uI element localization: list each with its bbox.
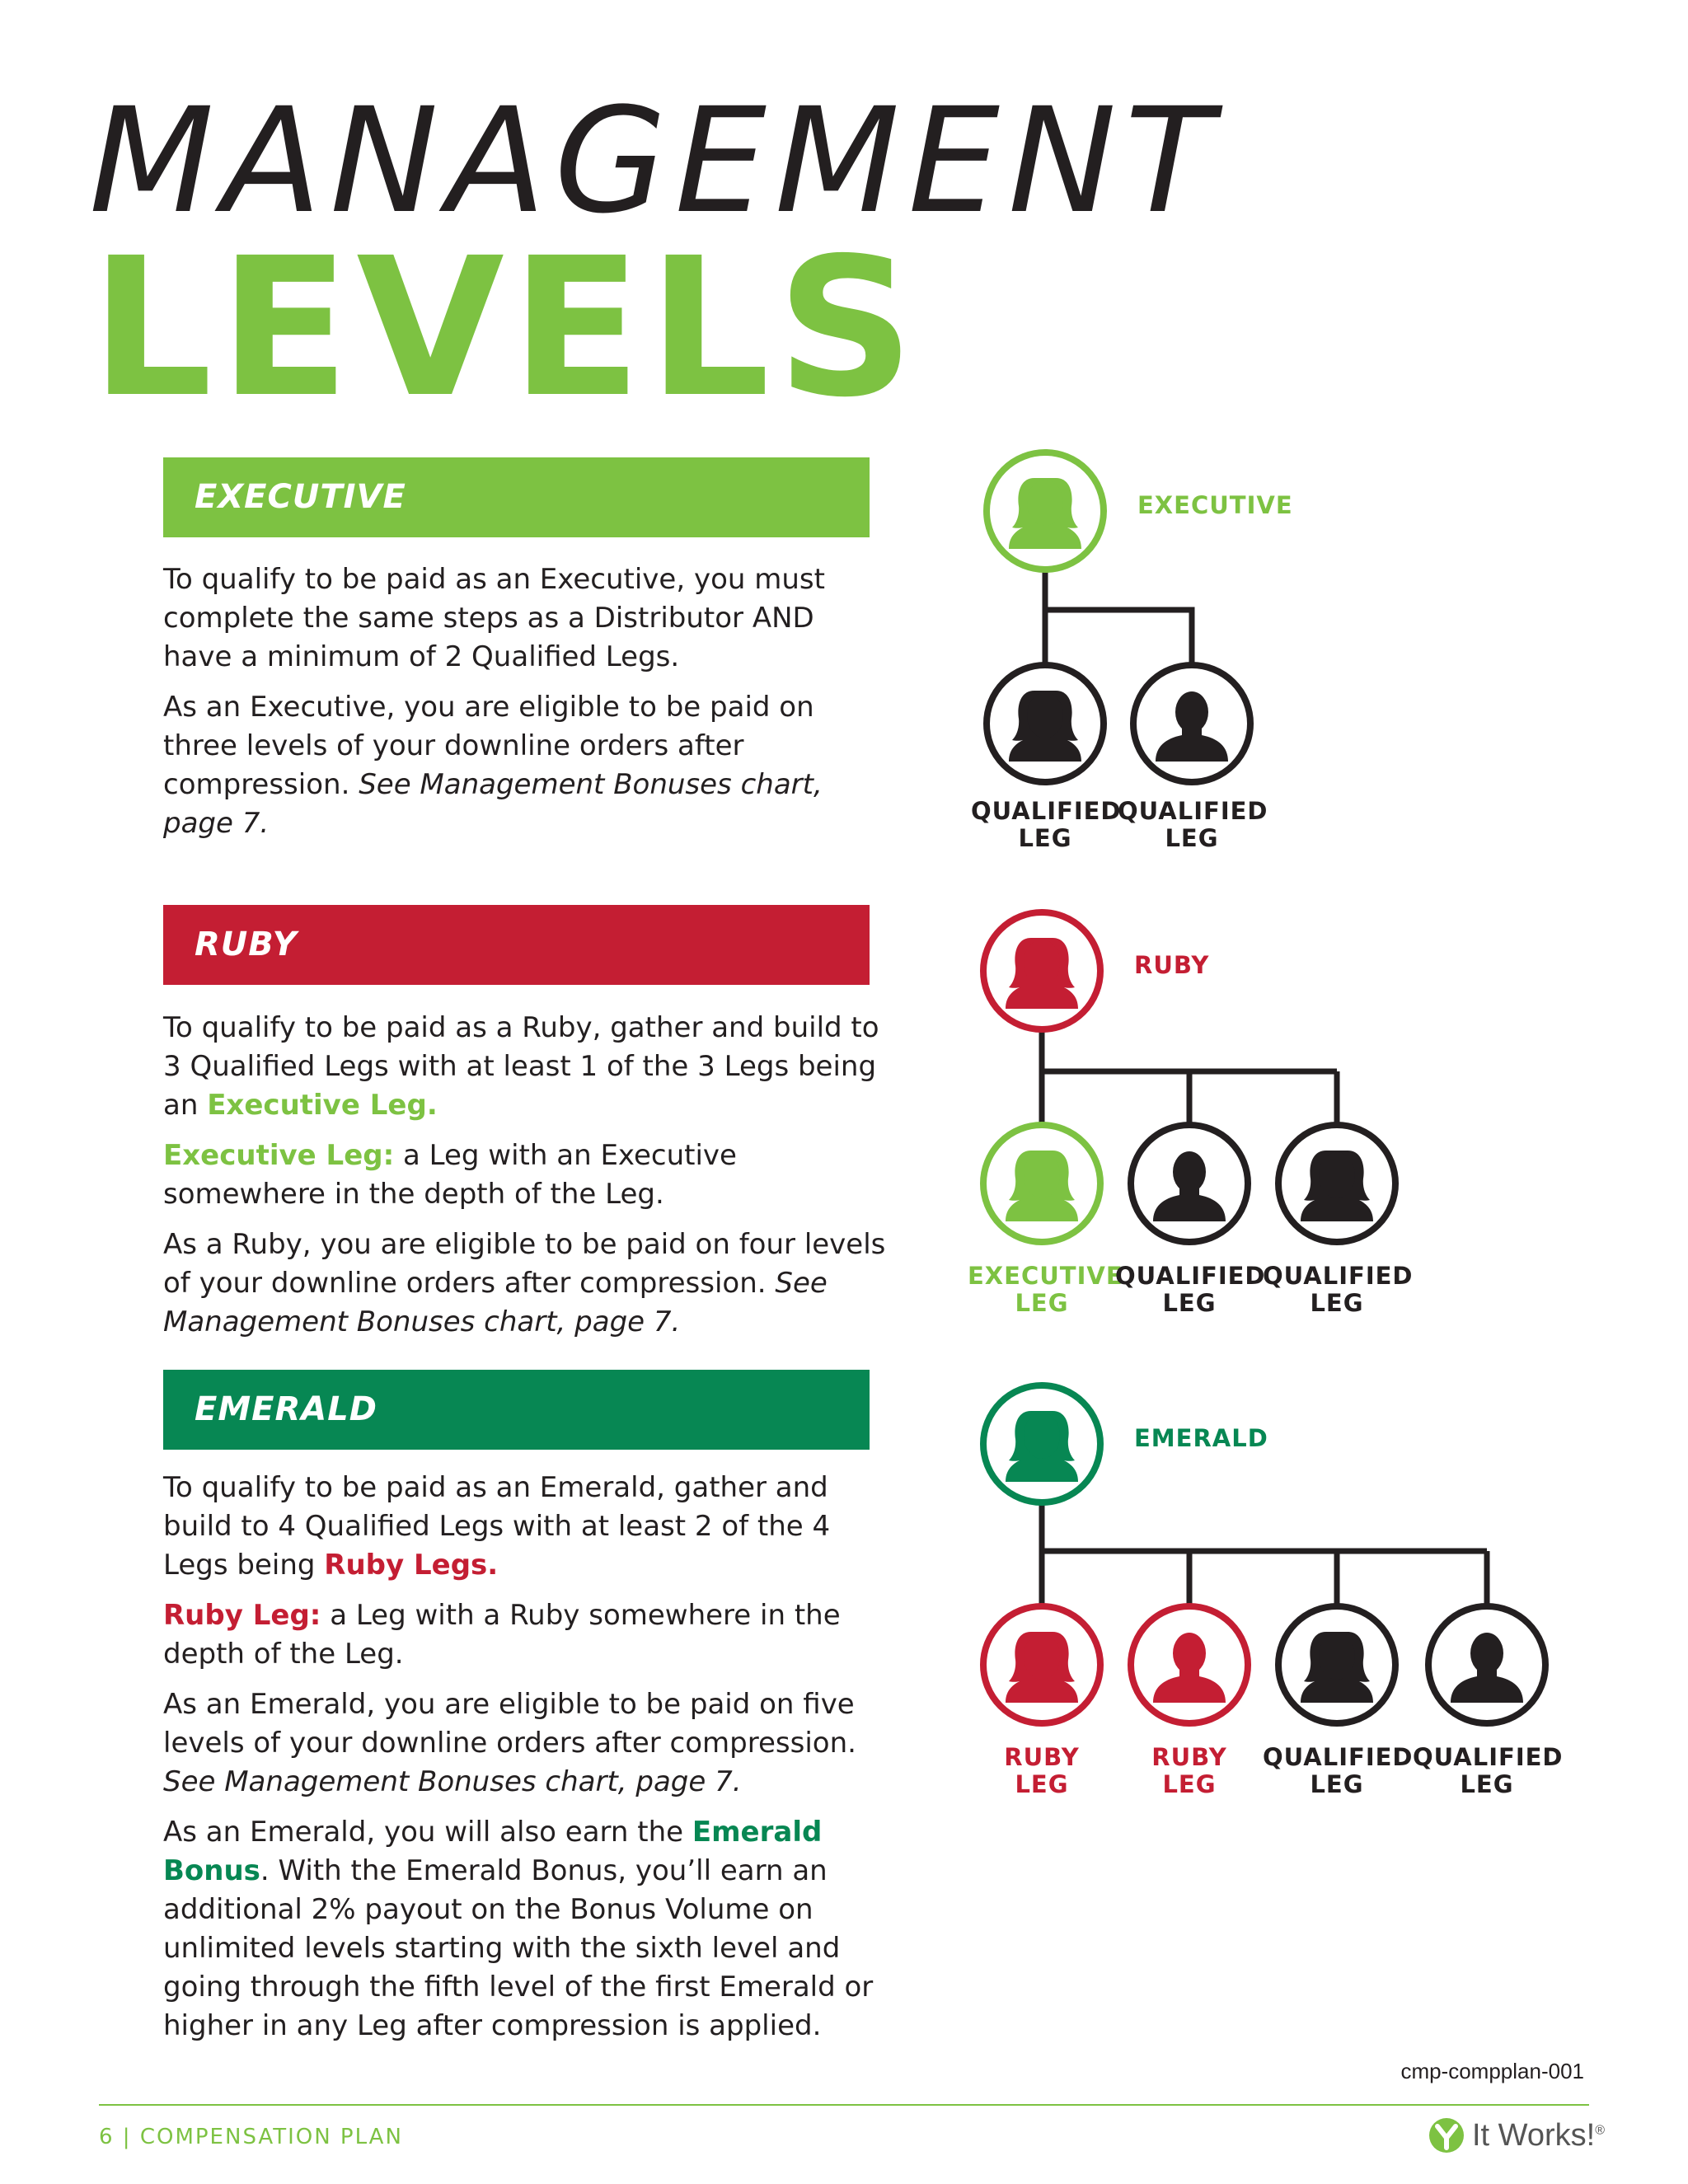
emerald-diagram-leg-2-label: RUBY LEG [1151, 1743, 1227, 1798]
emerald-leg-2-node [1131, 1606, 1248, 1723]
ruby-heading: RUBY [163, 905, 870, 985]
emerald-diagram-leg-3-label: QUALIFIED LEG [1263, 1743, 1414, 1798]
document-id: cmp-compplan-001 [1400, 2059, 1584, 2083]
emerald-p2-definition: a Leg with a Ruby somewhere in the depth of the Leg. [163, 1599, 841, 1671]
emerald-leg-4-node [1428, 1606, 1545, 1723]
ruby-leg-3-node [1278, 1125, 1395, 1242]
executive-p2-reference: See Management Bonuses chart, page 7. [163, 768, 823, 840]
emerald-p4-rest: . With the Emerald Bonus, you’ll earn an additional 2% payout on the Bonus Volume on unlimited levels starting with the sixth level and going through the fifth level of the first Emerald or higher in any Leg after compression is applied. [163, 1854, 874, 2042]
emerald-diagram-leg-4-label: QUALIFIED LEG [1413, 1743, 1564, 1798]
emerald-p4-highlight: Emerald Bonus [163, 1816, 823, 1887]
emerald-p2-term: Ruby Leg: [163, 1599, 321, 1632]
emerald-p1-text: To qualify to be paid as an Emerald, gather and build to 4 Qualified Legs with at least 2 of the 4 Legs being [163, 1471, 831, 1582]
executive-diagram-leg-1-label: QUALIFIED LEG [971, 797, 1122, 852]
emerald-leg-3-node [1278, 1606, 1395, 1723]
ruby-diagram-leg-1-label: EXECUTIVE LEG [968, 1262, 1123, 1317]
executive-paragraph-1: To qualify to be paid as an Executive, you must complete the same steps as a Distributor AND have a minimum of 2 Qualified Legs. [163, 563, 825, 673]
emerald-p1-highlight: Ruby Legs [324, 1549, 488, 1582]
brand-logo [1428, 2115, 1605, 2156]
executive-heading: EXECUTIVE [163, 457, 870, 537]
executive-diagram-leg-2-label: QUALIFIED LEG [1118, 797, 1268, 852]
ruby-diagram-top-label: RUBY [1134, 951, 1210, 979]
ruby-p1-period: . [426, 1089, 438, 1122]
emerald-p3-reference: See Management Bonuses chart, page 7. [163, 1765, 742, 1798]
ruby-p1-text: To qualify to be paid as a Ruby, gather and build to 3 Qualified Legs with at least 1 of the 3 Legs being an [163, 1011, 879, 1122]
emerald-p3-text: As an Emerald, you are eligible to be paid on five levels of your downline orders after compression. [163, 1688, 856, 1760]
brand-name: It Works!® [1472, 2117, 1605, 2153]
brand-mark-icon [1428, 2116, 1465, 2154]
footer-divider [99, 2104, 1589, 2106]
ruby-p3-text: As a Ruby, you are eligible to be paid on four levels of your downline orders after compression. [163, 1228, 886, 1300]
ruby-leg-2-node [1131, 1125, 1248, 1242]
page-footer-label: 6 | COMPENSATION PLAN [99, 2125, 403, 2149]
emerald-p4-text: As an Emerald, you will also earn the [163, 1816, 692, 1849]
executive-leg-1-node [987, 665, 1104, 782]
ruby-diagram-leg-3-label: QUALIFIED LEG [1263, 1262, 1414, 1317]
emerald-top-node [983, 1385, 1100, 1502]
ruby-top-node [983, 912, 1100, 1029]
emerald-diagram-top-label: EMERALD [1134, 1424, 1268, 1452]
executive-leg-2-node [1133, 665, 1250, 782]
executive-top-node [987, 452, 1104, 569]
ruby-p3-reference: See Management Bonuses chart, page 7. [163, 1267, 828, 1338]
emerald-leg-1-node [983, 1606, 1100, 1723]
ruby-p1-highlight: Executive Leg [207, 1089, 427, 1122]
ruby-diagram-leg-2-label: QUALIFIED LEG [1115, 1262, 1266, 1317]
emerald-p1-period: . [487, 1549, 499, 1582]
ruby-p2-definition: a Leg with an Executive somewhere in the depth of the Leg. [163, 1139, 737, 1211]
page-title-line1: MANAGEMENT [89, 77, 1222, 246]
executive-p2-text: As an Executive, you are eligible to be paid on three levels of your downline orders after compression. [163, 691, 814, 801]
executive-diagram-top-label: EXECUTIVE [1137, 491, 1293, 519]
page-title-line2: LEVELS [91, 217, 921, 439]
emerald-diagram-leg-1-label: RUBY LEG [1004, 1743, 1080, 1798]
ruby-p2-term: Executive Leg: [163, 1139, 395, 1172]
ruby-leg-1-node [983, 1125, 1100, 1242]
emerald-heading: EMERALD [163, 1370, 870, 1450]
